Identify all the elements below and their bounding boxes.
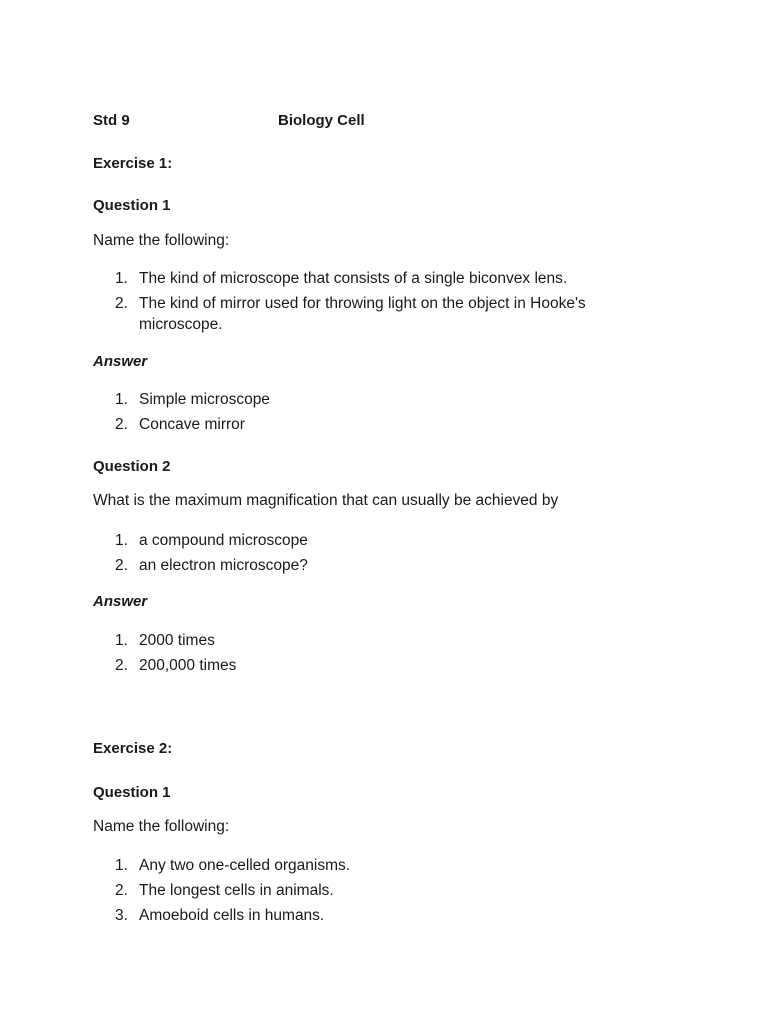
ex2-question-1-prompt: Name the following: — [93, 818, 230, 835]
list-text: The longest cells in animals. — [139, 882, 334, 899]
list-number: 1. — [115, 391, 128, 408]
exercise-2-title: Exercise 2: — [93, 740, 173, 757]
list-item — [93, 555, 659, 576]
list-number: 1. — [115, 532, 128, 549]
ex1-question-1-answer-label: Answer — [93, 353, 148, 370]
list-number: 2. — [115, 657, 128, 674]
subject-title: Biology Cell — [278, 112, 365, 129]
list-text: Concave mirror — [139, 416, 245, 433]
list-text: The kind of microscope that consists of a single biconvex lens. — [139, 270, 568, 287]
list-number: 2. — [115, 416, 128, 433]
list-number: 2. — [115, 882, 128, 899]
list-number: 1. — [115, 270, 128, 287]
list-item — [93, 855, 659, 876]
list-item — [93, 530, 659, 551]
list-item — [93, 905, 659, 926]
ex1-question-1-list — [93, 268, 659, 339]
ex1-question-1-prompt: Name the following: — [93, 232, 230, 249]
list-item — [93, 268, 659, 289]
ex1-question-1-title: Question 1 — [93, 197, 171, 214]
list-item — [93, 414, 659, 435]
ex1-question-2-prompt: What is the maximum magnification that can usually be achieved by — [93, 492, 559, 509]
list-number: 3. — [115, 907, 128, 924]
list-text: Amoeboid cells in humans. — [139, 907, 325, 924]
exercise-1-title: Exercise 1: — [93, 155, 173, 172]
ex1-question-1-answers — [93, 389, 659, 439]
ex1-question-2-answer-label: Answer — [93, 593, 148, 610]
ex1-question-2-title: Question 2 — [93, 458, 171, 475]
list-text: Any two one-celled organisms. — [139, 857, 351, 874]
list-text: a compound microscope — [139, 532, 308, 549]
list-number: 2. — [115, 295, 128, 312]
ex2-question-1-list — [93, 855, 659, 930]
list-text: The kind of mirror used for throwing light on the object in Hooke's microscope. — [139, 295, 586, 333]
list-item — [93, 293, 659, 335]
ex1-question-2-answers — [93, 630, 659, 680]
list-item — [93, 880, 659, 901]
list-item — [93, 630, 659, 651]
list-number: 1. — [115, 857, 128, 874]
list-text: 200,000 times — [139, 657, 237, 674]
ex1-question-2-list — [93, 530, 659, 580]
list-text: 2000 times — [139, 632, 215, 649]
grade-label: Std 9 — [93, 112, 130, 129]
list-text: Simple microscope — [139, 391, 270, 408]
list-text: an electron microscope? — [139, 557, 308, 574]
ex2-question-1-title: Question 1 — [93, 784, 171, 801]
list-item — [93, 389, 659, 410]
list-number: 2. — [115, 557, 128, 574]
list-item — [93, 655, 659, 676]
list-number: 1. — [115, 632, 128, 649]
